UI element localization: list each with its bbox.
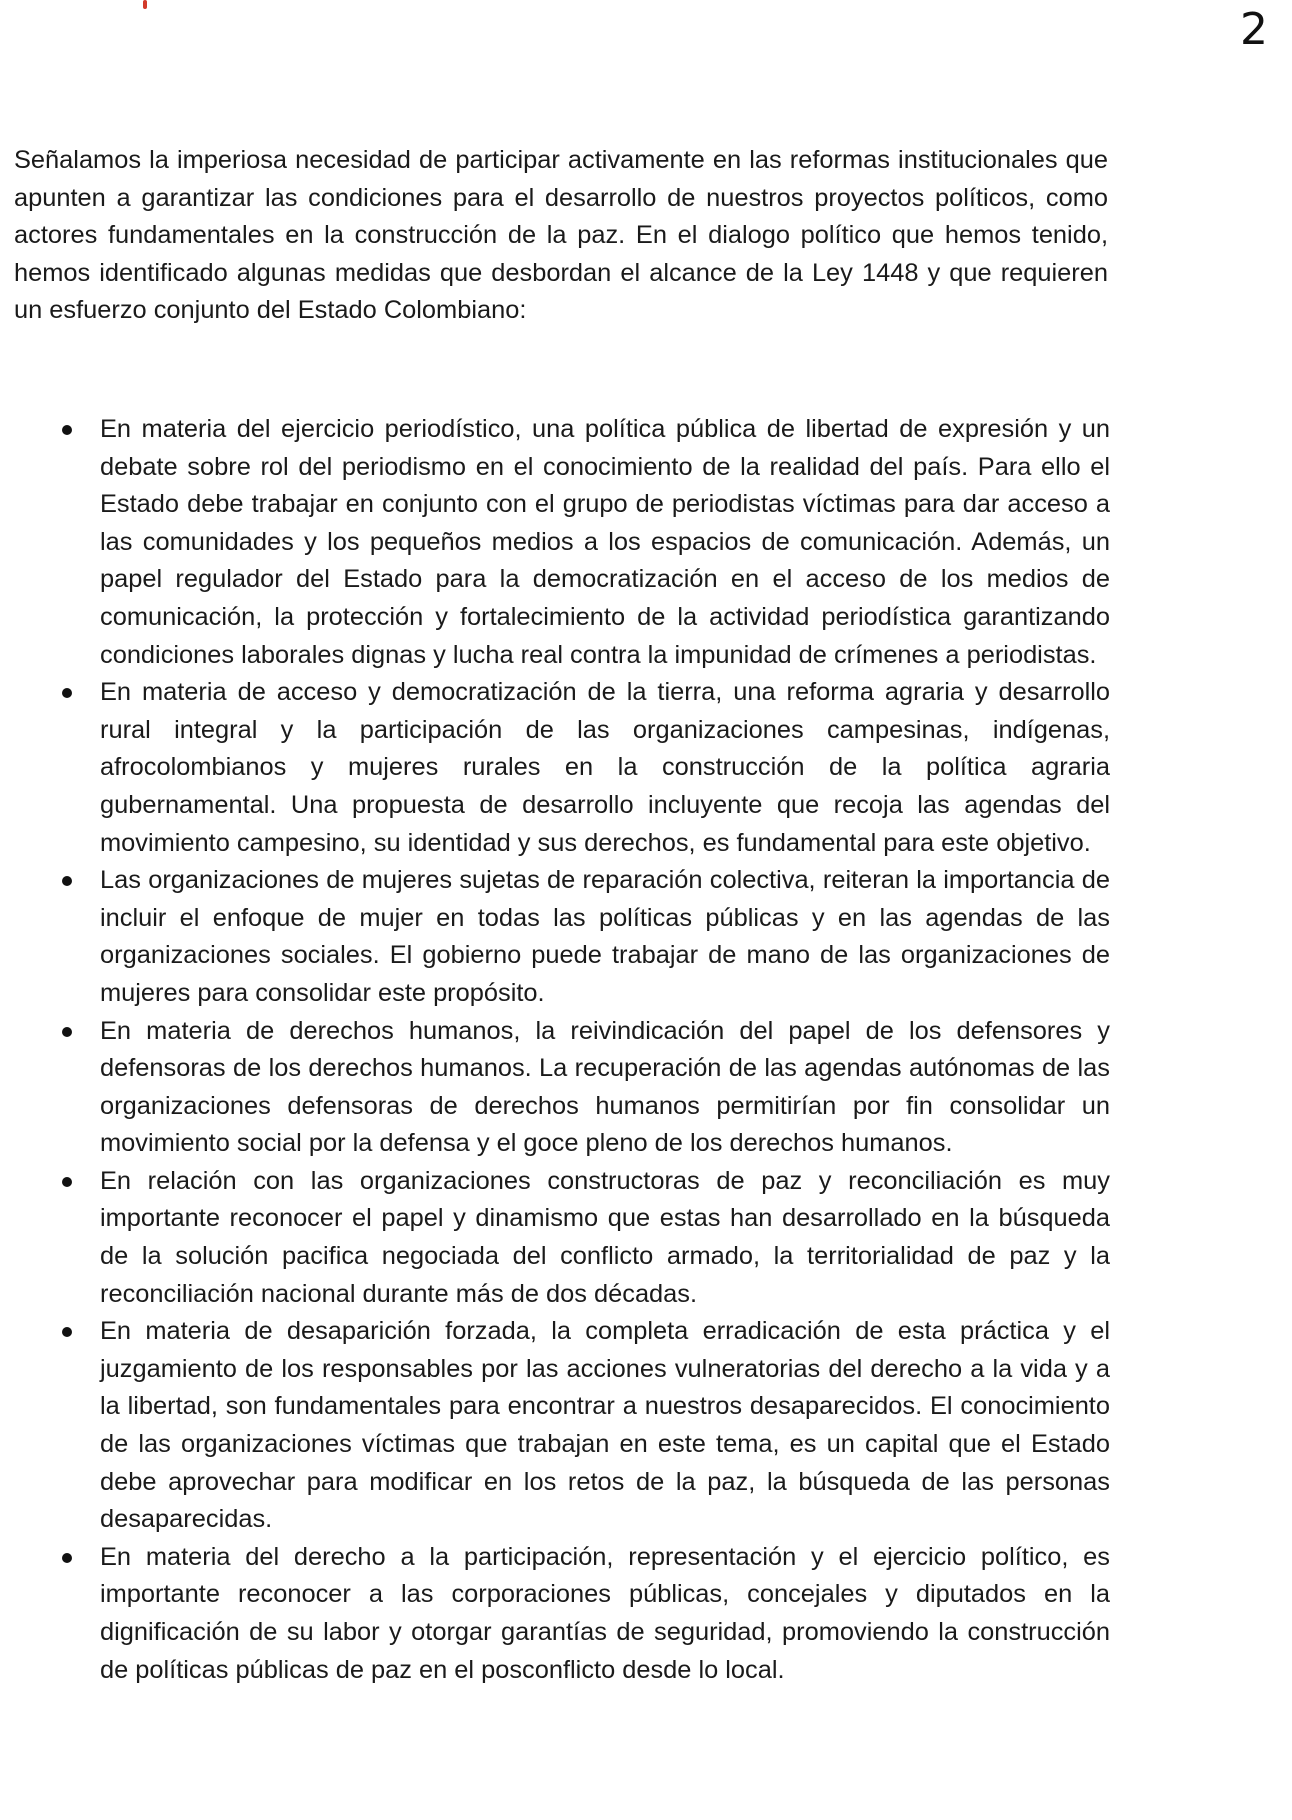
bullet-icon xyxy=(62,425,72,435)
list-item-text: En relación con las organizaciones constructoras de paz y reconciliación es muy importante reconocer el papel y dinamismo que estas han desarrollado en la búsqueda de la solución pacifica negociada del conflicto armado, la territorialidad de paz y la reconciliación nacional durante más de dos décadas. xyxy=(100,1166,1110,1308)
list-item-text: En materia de acceso y democratización de la tierra, una reforma agraria y desarrollo rural integral y la participación de las organizaciones campesinas, indígenas, afrocolombianos y mujeres rurales en la construcción de la política agraria gubernamental. Una propuesta de desarrollo incluyente que recoja las agendas del movimiento campesino, su identidad y sus derechos, es fundamental para este objetivo. xyxy=(100,678,1110,857)
list-item xyxy=(58,862,1110,1012)
list-item-text: En materia del ejercicio periodístico, una política pública de libertad de expresión y un debate sobre rol del periodismo en el conocimiento de la realidad del país. Para ello el Estado debe trabajar en conjunto con el grupo de periodistas víctimas para dar acceso a las comunidades y los pequeños medios a los espacios de comunicación. Además, un papel regulador del Estado para la democratización en el acceso de los medios de comunicación, la protección y fortalecimiento de la actividad periodística garantizando condiciones laborales dignas y lucha real contra la impunidad de crímenes a periodistas. xyxy=(100,415,1110,669)
page-number: 2 xyxy=(1240,4,1268,55)
list-item-text: En materia de derechos humanos, la reivindicación del papel de los defensores y defensoras de los derechos humanos. La recuperación de las agendas autónomas de las organizaciones defensoras de derechos humanos permitirían por fin consolidar un movimiento social por la defensa y el goce pleno de los derechos humanos. xyxy=(100,1016,1110,1158)
list-item xyxy=(58,1013,1110,1163)
bullet-icon xyxy=(62,876,72,886)
list-item xyxy=(58,411,1110,674)
proposal-list xyxy=(58,411,1110,1689)
list-item xyxy=(58,1313,1110,1539)
ink-mark xyxy=(143,0,147,9)
bullet-icon xyxy=(62,1553,72,1563)
bullet-icon xyxy=(62,1177,72,1187)
list-item-text: En materia del derecho a la participación, representación y el ejercicio político, es importante reconocer a las corporaciones públicas, concejales y diputados en la dignificación de su labor y otorgar garantías de seguridad, promoviendo la construcción de políticas públicas de paz en el posconflicto desde lo local. xyxy=(100,1542,1110,1684)
list-item-text: Las organizaciones de mujeres sujetas de reparación colectiva, reiteran la importancia de incluir el enfoque de mujer en todas las políticas públicas y en las agendas de las organizaciones sociales. El gobierno puede trabajar de mano de las organizaciones de mujeres para consolidar este propósito. xyxy=(100,866,1110,1007)
list-item xyxy=(58,1539,1110,1689)
bullet-icon xyxy=(62,688,72,698)
list-item-text: En materia de desaparición forzada, la completa erradicación de esta práctica y el juzgamiento de los responsables por las acciones vulneratorias del derecho a la vida y a la libertad, son fundamentales para encontrar a nuestros desaparecidos. El conocimiento de las organizaciones víctimas que trabajan en este tema, es un capital que el Estado debe aprovechar para modificar en los retos de la paz, la búsqueda de las personas desaparecidas. xyxy=(100,1317,1110,1534)
bullet-icon xyxy=(62,1327,72,1337)
intro-paragraph: Señalamos la imperiosa necesidad de participar activamente en las reformas institucionales que apunten a garantizar las condiciones para el desarrollo de nuestros proyectos políticos, como actores fundamentales en la construcción de la paz. En el dialogo político que hemos tenido, hemos identificado algunas medidas que desbordan el alcance de la Ley 1448 y que requieren un esfuerzo conjunto del Estado Colombiano: xyxy=(14,146,1108,325)
list-item xyxy=(58,1163,1110,1313)
list-item xyxy=(58,674,1110,862)
bullet-icon xyxy=(62,1027,72,1037)
